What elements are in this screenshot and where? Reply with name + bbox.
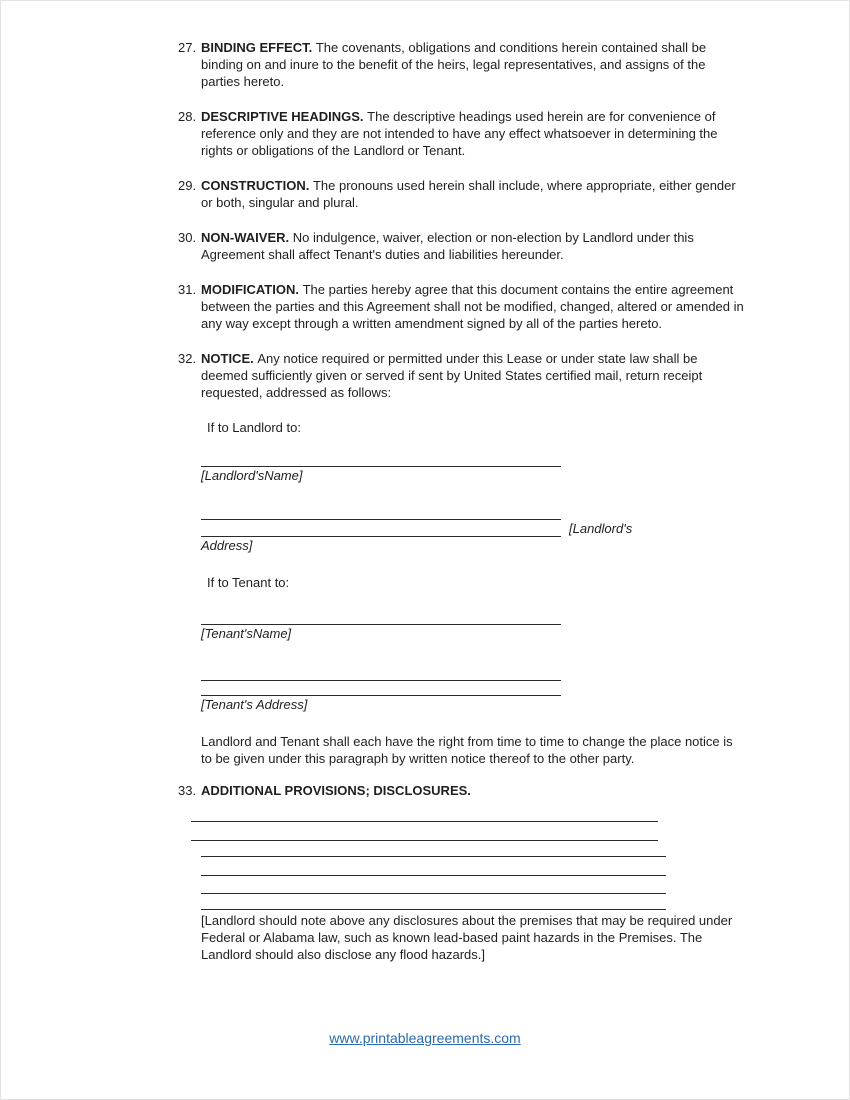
- tenant-name-hint: [Tenant'sName]: [201, 626, 292, 641]
- tenant-name-blank-line: [201, 591, 561, 625]
- tenant-address-blank-line-2: [201, 681, 561, 696]
- section-body: The covenants, obligations and conditions herein contained shall be binding on and inure to the benefit of the heirs, legal representatives, and assigns of the parties hereto.: [201, 40, 707, 89]
- section-number: 29.: [178, 178, 197, 193]
- section-27: [178, 39, 746, 90]
- section-body: The parties hereby agree that this document contains the entire agreement between the parties and this Agreement shall not be modified, changed, altered or amended in any way except through a written amendment signed by all of the parties hereto.: [201, 282, 744, 331]
- notice-addresses: [201, 419, 746, 767]
- if-to-tenant-label: If to Tenant to:: [207, 575, 290, 590]
- section-30: [178, 229, 746, 263]
- landlord-address-blank-line-1: [201, 484, 561, 520]
- section-31: [178, 281, 746, 332]
- landlord-address-hint: [Landlord's: [569, 521, 633, 536]
- section-number: 30.: [178, 230, 197, 245]
- page-footer: [1, 1030, 849, 1047]
- section-body: The descriptive headings used herein are for convenience of reference only and they are not intended to have any effect whatsoever in determining the rights or obligations of the Landlord or Tenant.: [201, 109, 718, 158]
- additional-provisions-lines: [201, 799, 746, 910]
- section-number: 28.: [178, 109, 197, 124]
- disclosure-note: [Landlord should note above any disclosures about the premises that may be required under Federal or Alabama law, such as known lead-based paint hazards in the Premises. The Landlord should also disclose any flood hazards.]: [201, 913, 733, 962]
- section-body: Any notice required or permitted under this Lease or under state law shall be deemed sufficiently given or served if sent by United States certified mail, return receipt requested, addressed as follows:: [201, 351, 703, 400]
- section-title: CONSTRUCTION .: [201, 178, 313, 193]
- provisions-blank-line-1: [191, 799, 658, 822]
- section-title: NON-WAIVER .: [201, 230, 293, 245]
- landlord-address-hint-continued: Address]: [201, 538, 253, 553]
- section-title: BINDING EFFECT .: [201, 40, 316, 55]
- footer-link[interactable]: www.printableagreements.com: [329, 1030, 521, 1046]
- section-number: 33.: [178, 783, 197, 798]
- section-body: No indulgence, waiver, election or non-election by Landlord under this Agreement shall affect Tenant's duties and liabilities hereunder.: [201, 230, 694, 262]
- section-number: 27.: [178, 40, 197, 55]
- provisions-blank-line-4: [201, 857, 666, 876]
- tenant-address-blank-line-1: [201, 642, 561, 681]
- section-number: 32.: [178, 351, 197, 366]
- section-28: [178, 108, 746, 159]
- document-content: [178, 39, 746, 963]
- section-title: ADDITIONAL PROVISIONS; DISCLOSURES .: [201, 783, 471, 798]
- provisions-blank-line-2: [191, 822, 658, 841]
- landlord-name-hint: [Landlord'sName]: [201, 468, 303, 483]
- section-32: [178, 350, 746, 401]
- landlord-address-blank-line-2: [201, 522, 561, 537]
- provisions-blank-line-6: [201, 894, 666, 910]
- section-29: [178, 177, 746, 211]
- change-notice-paragraph: Landlord and Tenant shall each have the right from time to time to change the place notice is to be given under this paragraph by written notice thereof to the other party.: [201, 734, 733, 766]
- section-33: [178, 782, 746, 799]
- landlord-name-blank-line: [201, 436, 561, 467]
- tenant-address-hint: [Tenant's Address]: [201, 697, 308, 712]
- section-title: DESCRIPTIVE HEADINGS .: [201, 109, 367, 124]
- section-body: The pronouns used herein shall include, where appropriate, either gender or both, singular and plural.: [201, 178, 736, 210]
- provisions-blank-line-3: [201, 841, 666, 857]
- section-title: NOTICE .: [201, 351, 257, 366]
- provisions-blank-line-5: [201, 876, 666, 894]
- if-to-landlord-label: If to Landlord to:: [207, 420, 301, 435]
- section-title: MODIFICATION .: [201, 282, 303, 297]
- section-number: 31.: [178, 282, 197, 297]
